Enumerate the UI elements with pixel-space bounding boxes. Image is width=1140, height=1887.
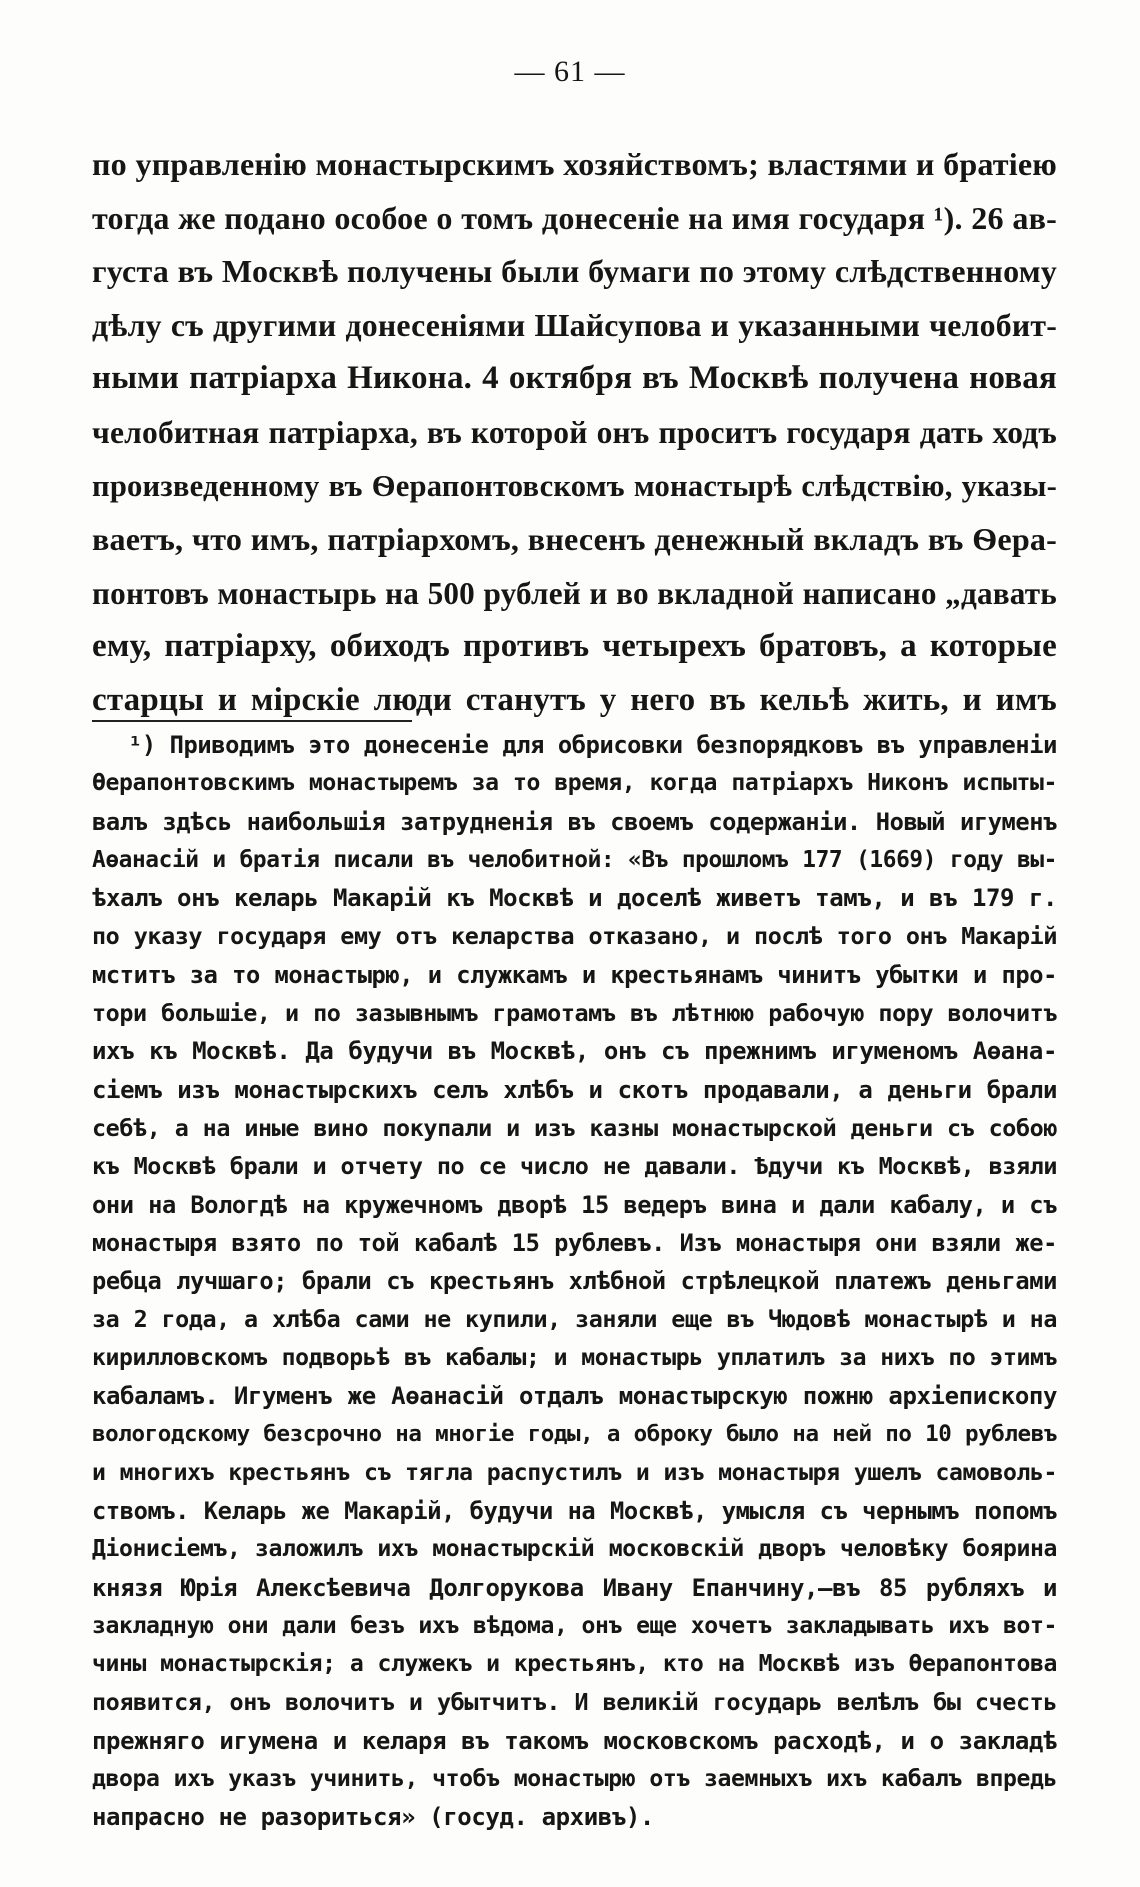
footnote-divider [92,720,412,722]
footnote-line: закладную они дали безъ ихъ вѣдома, онъ еще хочетъ закладывать ихъ вот- [92,1612,1057,1639]
footnote-line: Ѳерапонтовскимъ монастыремъ за то время, когда патріархъ Никонъ испыты- [92,770,1057,797]
main-body-text [92,138,1057,728]
footnote-line: сіемъ изъ монастырскихъ селъ хлѣбъ и скотъ продавали, а деньги брали [92,1075,1057,1104]
footnote-text [92,726,1057,1837]
footnote-line: за 2 года, а хлѣба сами не купили, заняли еще въ Чюдовѣ монастырѣ и на [92,1305,1057,1334]
body-line: ему, патріарху, обиходъ противъ четырехъ братовъ, а которые [92,628,1057,665]
body-line: тогда же подано особое о томъ донесеніе на имя государя ¹). 26 ав- [92,199,1057,236]
footnote-line: валъ здѣсь наибольшія затрудненія въ своемъ содержаніи. Новый игуменъ [92,807,1057,836]
footnote-line: кирилловскомъ подворьѣ въ кабалы; и монастырь уплатилъ за нихъ по этимъ [92,1344,1057,1371]
footnote-line: мститъ за то монастырю, и служкамъ и крестьянамъ чинитъ убытки и про- [92,960,1057,989]
body-line: произведенному въ Ѳерапонтовскомъ монастырѣ слѣдствію, указы- [92,468,1057,503]
footnote-line: ребца лучшаго; брали съ крестьянъ хлѣбной стрѣлецкой платежъ деньгами [92,1267,1057,1296]
footnote-line: ствомъ. Келарь же Макарій, будучи на Москвѣ, умысля съ чернымъ попомъ [92,1496,1057,1525]
page-number: — 61 — [514,55,626,88]
footnote-line: по указу государя ему отъ келарства отказано, и послѣ того онъ Макарій [92,922,1057,951]
body-line: дѣлу съ другими донесеніями Шайсупова и указанными челобит- [92,307,1057,343]
footnote-line: двора ихъ указъ учинить, чтобъ монастырю отъ заемныхъ ихъ кабалъ впредь [92,1766,1057,1793]
footnote-line: князя Юрія Алексѣевича Долгорукова Ивану Епанчину,—въ 85 рубляхъ и [92,1573,1057,1602]
footnote-line: ихъ къ Москвѣ. Да будучи въ Москвѣ, онъ съ прежнимъ игуменомъ Аѳана- [92,1037,1057,1066]
body-line: понтовъ монастырь на 500 рублей и во вкладной написано „давать [92,575,1057,611]
body-line: ными патріарха Никона. 4 октября въ Москвѣ получена новая [92,360,1057,397]
footnote-line: чины монастырскія; а служекъ и крестьянъ, кто на Москвѣ изъ Ѳерапонтова [92,1651,1057,1678]
body-line: по управленію монастырскимъ хозяйствомъ; властями и братіею [92,146,1057,182]
footnote-line: они на Вологдѣ на кружечномъ дворѣ 15 ведеръ вина и дали кабалу, и съ [92,1190,1057,1219]
body-line: ваетъ, что имъ, патріархомъ, внесенъ денежный вкладъ въ Ѳера- [92,521,1057,558]
footnote-line: тори большіе, и по зазывнымъ грамотамъ въ лѣтнюю рабочую пору волочитъ [92,999,1057,1028]
footnote-line: Діонисіемъ, заложилъ ихъ монастырскій московскій дворъ человѣку боярина [92,1536,1057,1563]
footnote-line: монастыря взято по той кабалѣ 15 рублевъ. Изъ монастыря они взяли же- [92,1228,1057,1257]
footnote-line: Аѳанасій и братія писали въ челобитной: «Въ прошломъ 177 (1669) году вы- [92,846,1057,873]
footnote-line: ¹) Приводимъ это донесеніе для обрисовки безпорядковъ въ управленіи [128,731,1057,759]
footnote-line: появится, онъ волочитъ и убытчитъ. И великій государь велѣлъ бы счесть [92,1688,1057,1717]
footnote-line: напрасно не разориться» (госуд. архивъ). [92,1803,654,1832]
footnote-line: къ Москвѣ брали и отчету по се число не давали. Ѣдучи къ Москвѣ, взяли [92,1152,1057,1181]
footnote-line: и многихъ крестьянъ съ тягла распустилъ и изъ монастыря ушелъ самоволь- [92,1459,1057,1486]
footnote-line: себѣ, а на иные вино покупали и изъ казны монастырской деньги съ собою [92,1113,1057,1142]
footnote-line: прежняго игумена и келаря въ такомъ московскомъ расходѣ, и о закладѣ [92,1726,1057,1755]
body-line: густа въ Москвѣ получены были бумаги по этому слѣдственному [92,253,1057,290]
footnote-line: кабаламъ. Игуменъ же Аѳанасій отдалъ монастырскую пожню архіепископу [92,1382,1057,1411]
footnote-line: ѣхалъ онъ келарь Макарій къ Москвѣ и доселѣ живетъ тамъ, и въ 179 г. [92,884,1057,913]
body-line: старцы и мірскіе люди станутъ у него въ кельѣ жить, и имъ [92,681,1057,718]
footnote-line: вологодскому безсрочно на многіе годы, а оброку было на ней по 10 рублевъ [92,1421,1057,1448]
body-line: челобитная патріарха, въ которой онъ проситъ государя дать ходъ [92,414,1057,450]
